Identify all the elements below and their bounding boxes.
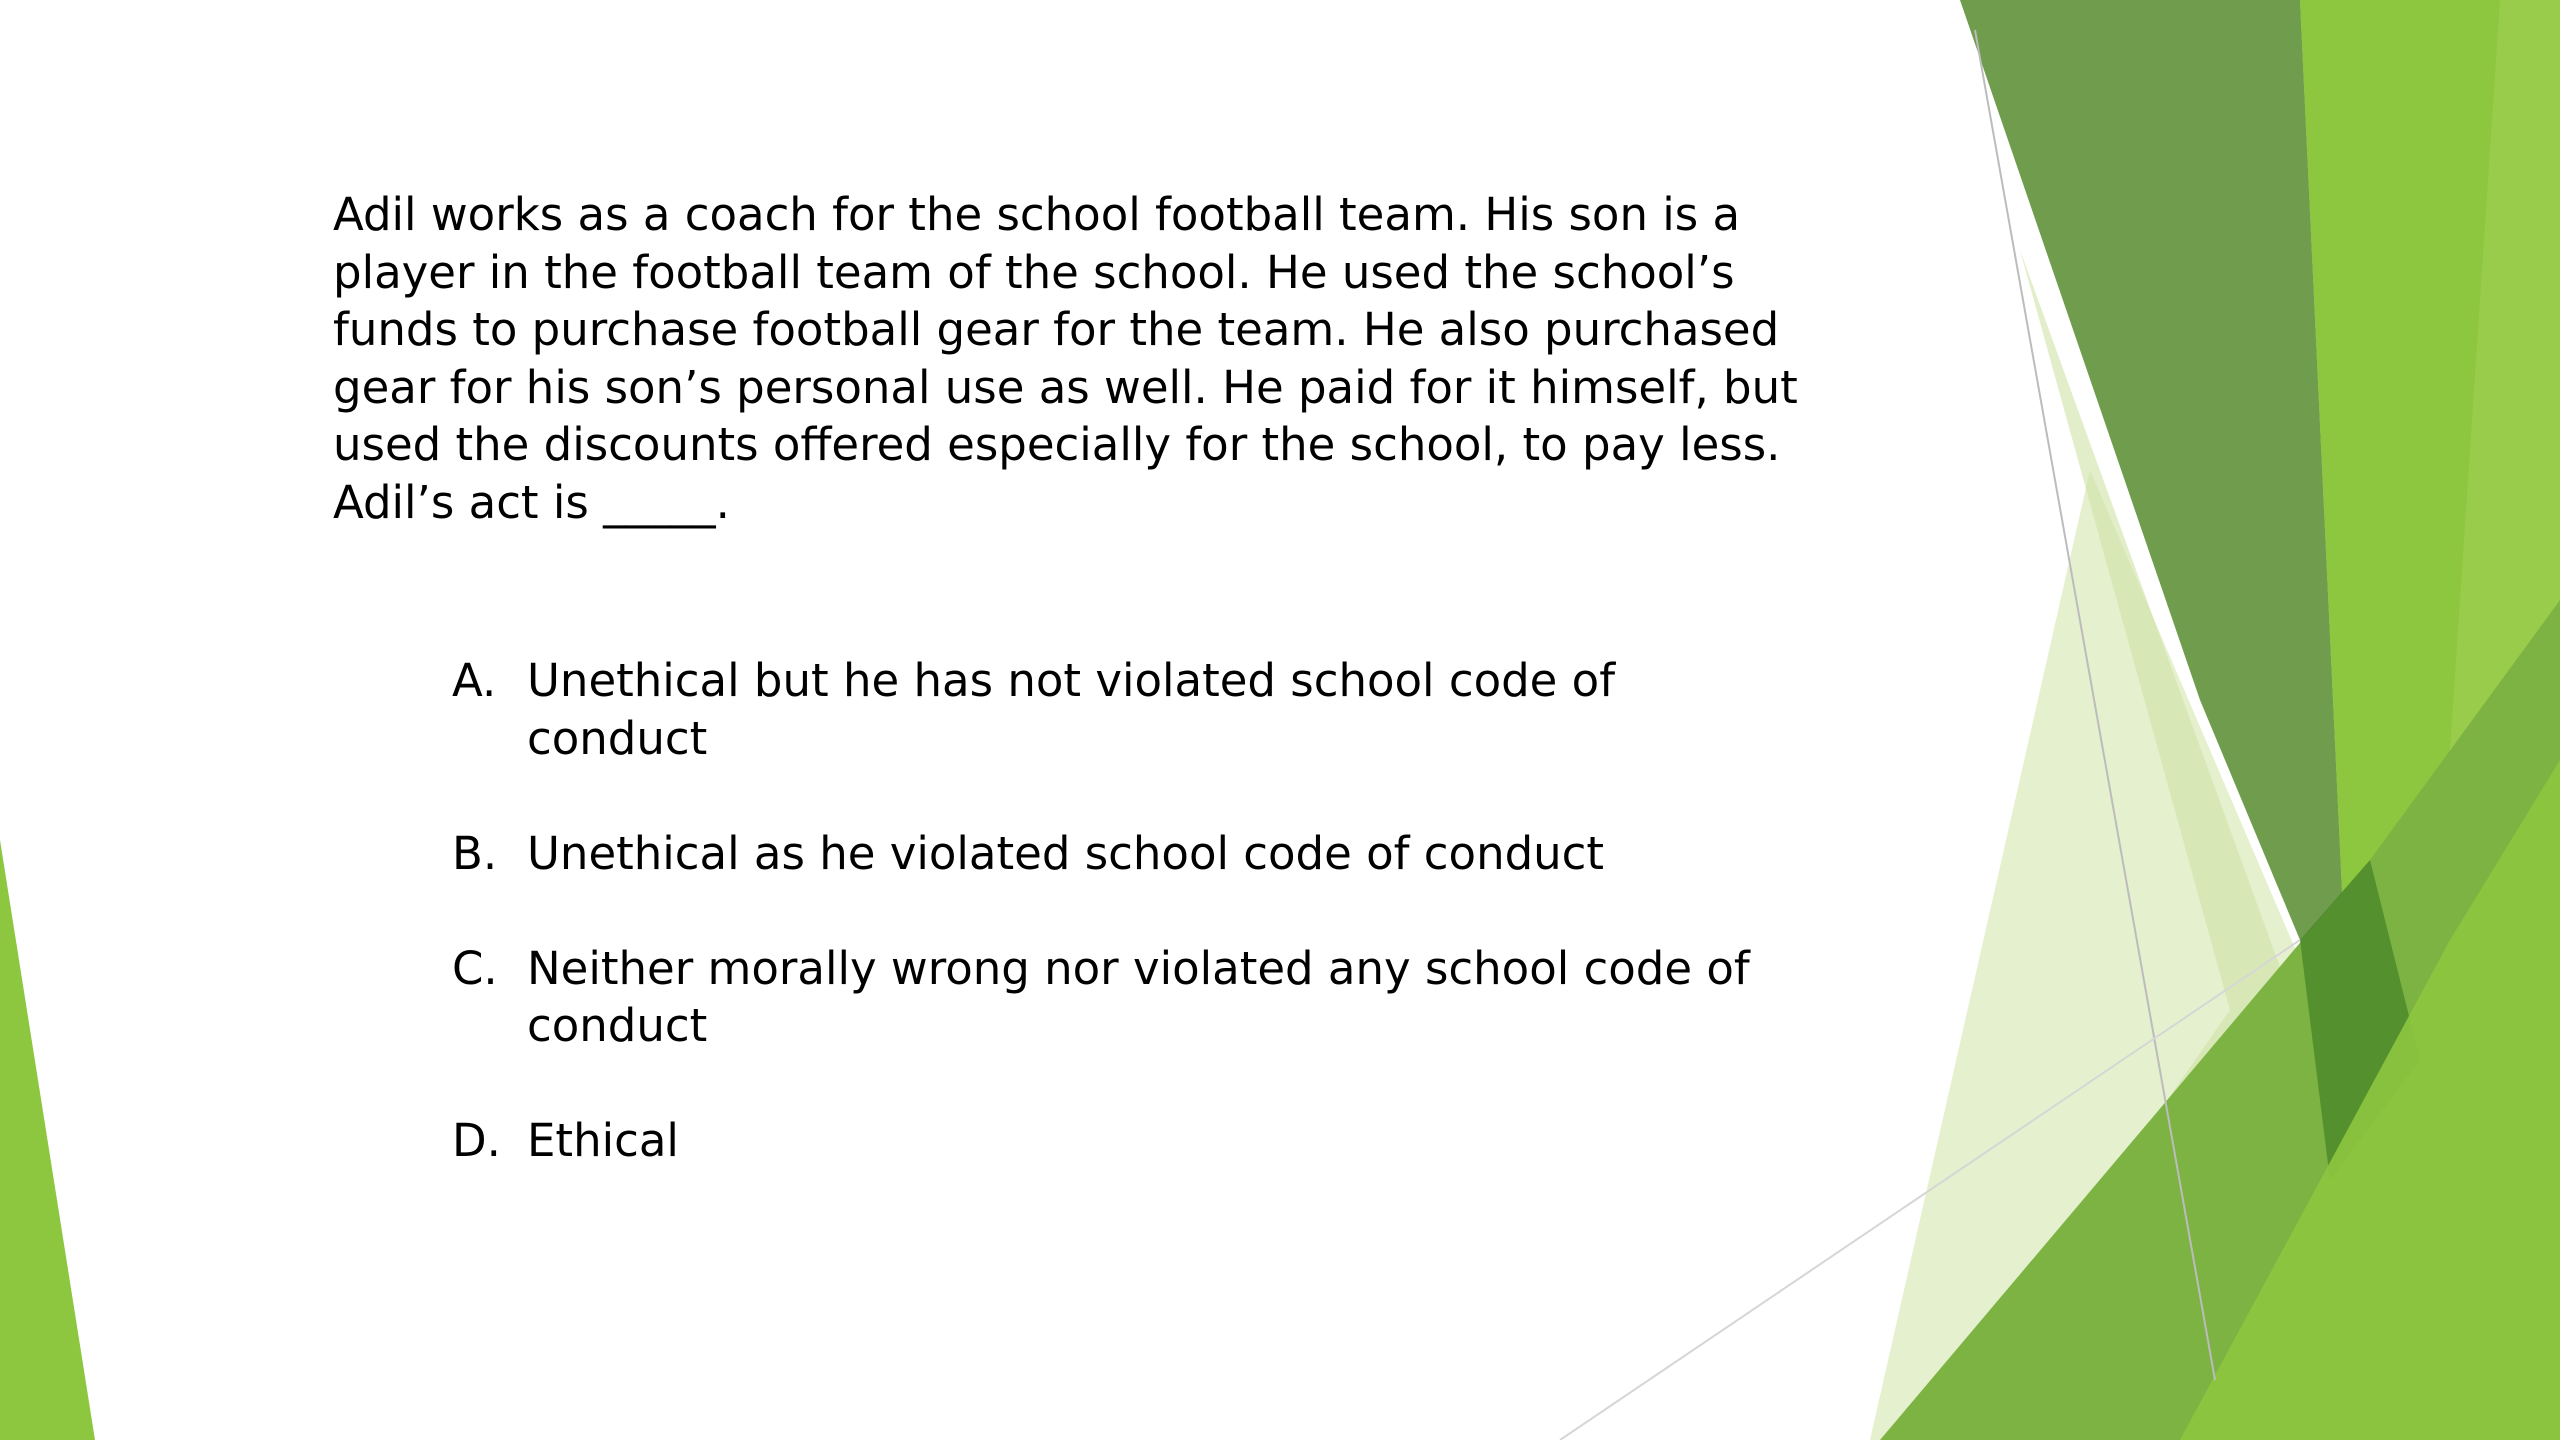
option-d: [452, 1112, 1782, 1170]
option-c: [452, 940, 1782, 1055]
answer-options: [452, 652, 1782, 1227]
option-a-text: Unethical but he has not violated school code of conduct: [527, 654, 1616, 765]
option-d-text: Ethical: [527, 1114, 679, 1167]
option-a-letter: A.: [452, 654, 497, 707]
option-c-letter: C.: [452, 941, 498, 995]
option-b-letter: B.: [452, 826, 498, 880]
option-d-letter: D.: [452, 1114, 501, 1167]
option-b: [452, 825, 1782, 883]
question-text: Adil works as a coach for the school football team. His son is a player in the football team of the school. He used the school’s funds to purchase football gear for the team. He also purchased gear for his son’s personal use as well. He paid for it himself, but used the discounts offered especially for the school, to pay less. Adil’s act is _____.: [333, 188, 1798, 529]
option-c-text: Neither morally wrong nor violated any school code of conduct: [527, 941, 1750, 1052]
left-green-facet: [0, 840, 95, 1440]
option-b-text: Unethical as he violated school code of conduct: [527, 826, 1605, 880]
option-a: [452, 652, 1782, 767]
